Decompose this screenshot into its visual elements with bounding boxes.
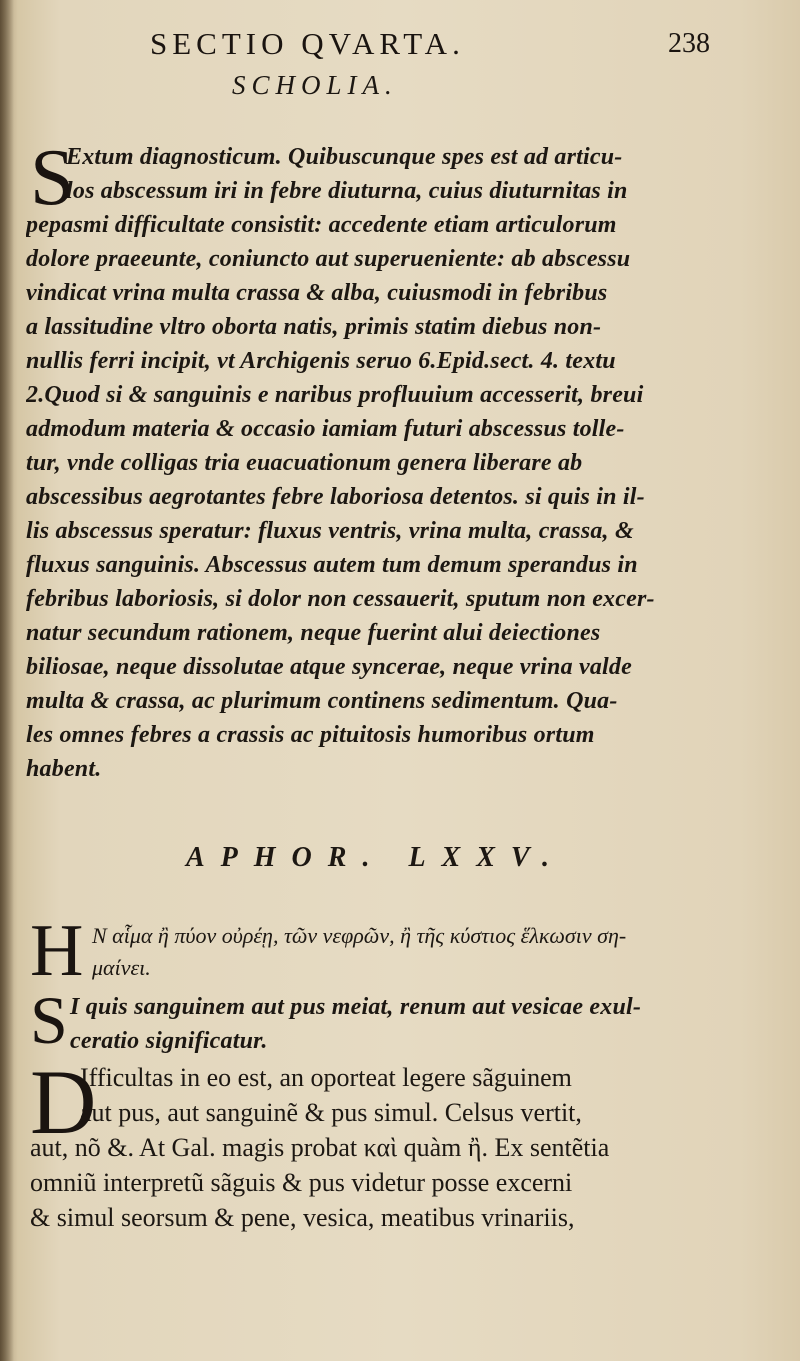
page-gutter-shadow bbox=[0, 0, 14, 1361]
drop-cap: S bbox=[30, 134, 75, 222]
text-line: aut, nõ &. At Gal. magis probat καὶ quàm ἢ. Ex sentẽtia bbox=[30, 1133, 610, 1162]
text-line: vindicat vrina multa crassa & alba, cuiusmodi in febribus bbox=[26, 280, 608, 306]
text-line: Extum diagnosticum. Quibuscunque spes est ad articu- bbox=[66, 144, 623, 170]
text-line: biliosae, neque dissolutae atque syncerae, neque vrina valde bbox=[26, 654, 632, 680]
latin-aphorism bbox=[30, 982, 710, 1058]
text-line: a lassitudine vltro oborta natis, primis statim diebus non- bbox=[26, 314, 602, 340]
text-line: Ifficultas in eo est, an oporteat legere sãguinem bbox=[80, 1063, 572, 1092]
greek-aphorism bbox=[30, 910, 710, 992]
text-line: I quis sanguinem aut pus meiat, renum aut vesicae exul- bbox=[70, 994, 642, 1020]
text-line: ceratio significatur. bbox=[70, 1028, 268, 1054]
text-line: pepasmi difficultate consistit: accedente etiam articulorum bbox=[26, 212, 617, 238]
greek-text-line: μαίνει. bbox=[92, 955, 151, 980]
text-line: febribus laboriosis, si dolor non cessauerit, sputum non excer- bbox=[26, 586, 655, 612]
scholia-paragraph bbox=[26, 134, 706, 786]
commentary-paragraph bbox=[30, 1051, 720, 1235]
text-line: 2.Quod si & sanguinis e naribus profluuium accesserit, breui bbox=[26, 382, 644, 408]
section-title: SCHOLIA. bbox=[232, 70, 398, 100]
text-line: habent. bbox=[26, 756, 102, 782]
running-head: SECTIO QVARTA. bbox=[150, 26, 465, 61]
drop-cap: S bbox=[30, 982, 68, 1058]
drop-cap: D bbox=[30, 1051, 97, 1153]
text-line: natur secundum rationem, neque fuerint alui deiectiones bbox=[26, 620, 601, 646]
text-line: los abscessum iri in febre diuturna, cuius diuturnitas in bbox=[66, 178, 628, 204]
drop-cap: H bbox=[30, 910, 84, 992]
text-line: omniũ interpretũ sãguis & pus videtur posse excerni bbox=[30, 1168, 573, 1197]
text-line: & simul seorsum & pene, vesica, meatibus vrinariis, bbox=[30, 1203, 575, 1232]
text-line: abscessibus aegrotantes febre laboriosa detentos. si quis in il- bbox=[26, 484, 645, 510]
page-number: 238 bbox=[668, 28, 710, 59]
text-line: dolore praeeunte, coniuncto aut superueniente: ab abscessu bbox=[26, 246, 631, 272]
text-line: fluxus sanguinis. Abscessus autem tum demum sperandus in bbox=[26, 552, 638, 578]
text-line: tur, vnde colligas tria euacuationum genera liberare ab bbox=[26, 450, 583, 476]
text-line: admodum materia & occasio iamiam futuri abscessus tolle- bbox=[26, 416, 625, 442]
page-header bbox=[150, 22, 710, 62]
greek-text-line: N αἷμα ἢ πύον οὐρέῃ, τῶν νεφρῶν, ἢ τῆς κύστιος ἕλκωσιν ση- bbox=[92, 923, 627, 948]
text-line: aut pus, aut sanguinẽ & pus simul. Celsus vertit, bbox=[80, 1098, 582, 1127]
text-line: nullis ferri incipit, vt Archigenis seruo 6.Epid.sect. 4. textu bbox=[26, 348, 616, 374]
aphorism-heading: APHOR. LXXV. bbox=[186, 842, 565, 873]
text-line: les omnes febres a crassis ac pituitosis humoribus ortum bbox=[26, 722, 595, 748]
text-line: multa & crassa, ac plurimum continens sedimentum. Qua- bbox=[26, 688, 618, 714]
text-line: lis abscessus speratur: fluxus ventris, vrina multa, crassa, & bbox=[26, 518, 634, 544]
